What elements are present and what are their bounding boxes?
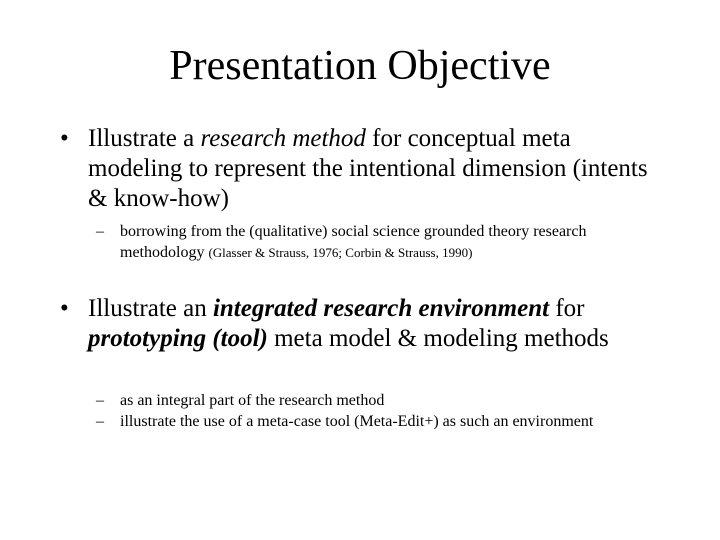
bullet-1-intro: Illustrate a	[88, 125, 201, 152]
bullet-2-sub-1-text: as an integral part of the research method	[120, 392, 385, 409]
dash-marker: –	[96, 392, 104, 409]
bullet-marker: •	[60, 295, 69, 322]
dash-marker: –	[96, 413, 104, 430]
bullet-1-sub-1-text: borrowing from the (qualitative) social science grounded theory research methodology	[120, 223, 587, 261]
bullet-1-subs	[60, 221, 660, 263]
bullet-1-sub-1	[60, 221, 660, 263]
bullet-2-text	[60, 294, 660, 354]
bullet-1-emphasis: research method	[200, 125, 366, 152]
bullet-marker: •	[60, 125, 69, 152]
bullet-2-sub-2-text: illustrate the use of a meta-case tool (Meta-Edit+) as such an environment	[120, 413, 594, 430]
slide-title: Presentation Objective	[169, 43, 551, 89]
citation: (Glasser & Strauss, 1976; Corbin & Strauss, 1990)	[208, 245, 473, 260]
bullet-1-text	[60, 124, 660, 214]
bullet-1	[60, 124, 660, 214]
bullet-2-emphasis-1: integrated research environment	[212, 295, 550, 322]
dash-marker: –	[96, 223, 104, 240]
bullet-2-mid: for	[549, 295, 585, 322]
bullet-2-sub-1	[60, 390, 660, 411]
bullet-1-rest: for conceptual meta modeling to represent the intentional dimension (intents & know-how)	[88, 125, 648, 212]
bullet-2-emphasis-2: prototyping (tool)	[88, 325, 268, 352]
bullet-2-rest: meta model & modeling methods	[267, 325, 609, 352]
bullet-2-sub-2	[60, 411, 660, 432]
bullet-2-subs	[60, 390, 660, 432]
bullet-2-intro: Illustrate an	[88, 295, 213, 322]
bullet-2	[60, 294, 660, 354]
